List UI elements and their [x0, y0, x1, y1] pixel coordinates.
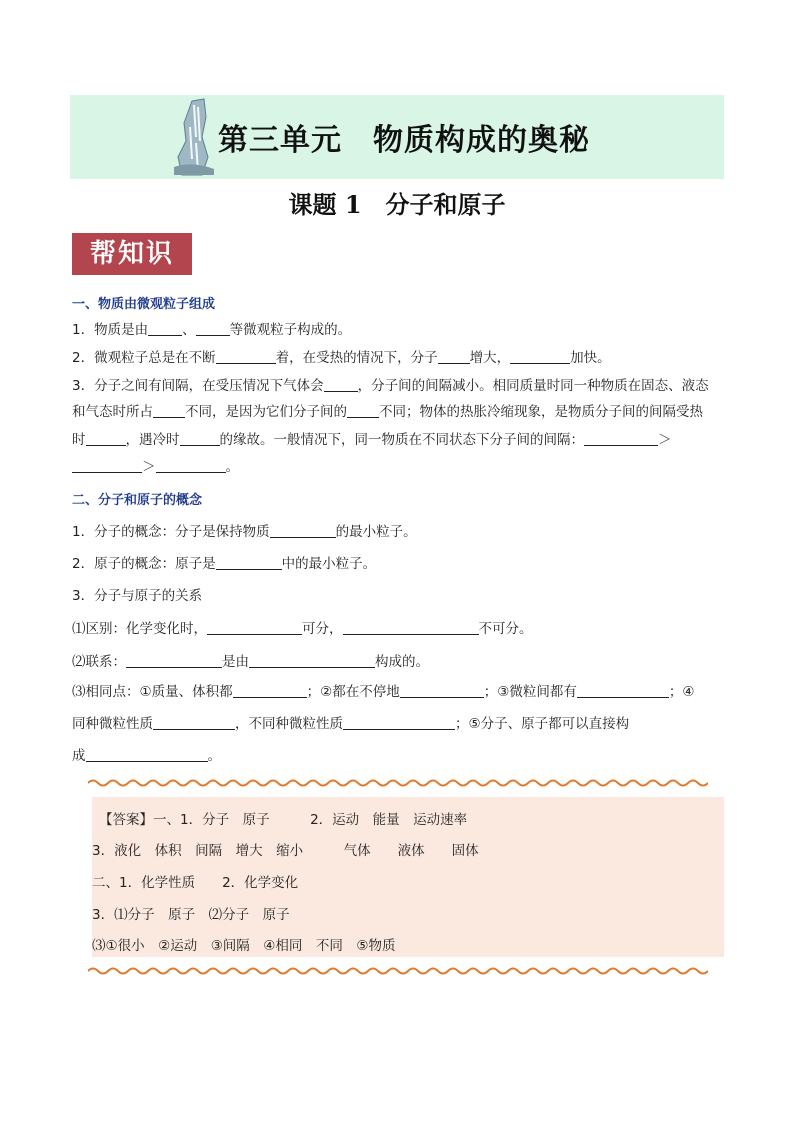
- s1-line-4: 和气态时所占 不同，是因为它们分子间的 不同；物体的热胀冷缩现象，是物质分子间的间隔受热: [72, 404, 703, 420]
- fill-blank[interactable]: [148, 323, 182, 336]
- s2-line-4: ⑴区别：化学变化时， 可分， 不可分。: [72, 621, 533, 637]
- answer-line-5: ⑶①很小 ②运动 ③间隔 ④相同 不同 ⑤物质: [92, 938, 396, 954]
- fill-blank[interactable]: [216, 557, 282, 570]
- section-1-title: 一、物质由微观粒子组成: [72, 297, 216, 312]
- s2-line-2: 2．原子的概念：原子是 中的最小粒子。: [72, 556, 377, 572]
- fill-blank[interactable]: [438, 351, 470, 364]
- fill-blank[interactable]: [343, 717, 455, 730]
- s2-line-7: 同种微粒性质 ，不同种微粒性质 ；⑤分子、原子都可以直接构: [72, 716, 630, 732]
- fill-blank[interactable]: [153, 717, 235, 730]
- fill-blank[interactable]: [126, 655, 222, 668]
- fill-blank[interactable]: [249, 655, 375, 668]
- fill-blank[interactable]: [196, 323, 230, 336]
- fill-blank[interactable]: [72, 460, 142, 473]
- fill-blank[interactable]: [86, 749, 208, 762]
- fill-blank[interactable]: [156, 460, 226, 473]
- fill-blank[interactable]: [324, 379, 358, 392]
- unit-banner: [70, 95, 724, 179]
- s1-line-2: 2．微观粒子总是在不断 着，在受热的情况下，分子 增大， 加快。: [72, 350, 611, 366]
- wave-divider-bottom: [88, 966, 708, 976]
- answer-line-2: 3．液化 体积 间隔 增大 缩小 气体 液体 固体: [92, 843, 479, 859]
- fill-blank[interactable]: [400, 685, 484, 698]
- lesson-title: 课题 1 分子和原子: [288, 190, 506, 219]
- fill-blank[interactable]: [207, 622, 302, 635]
- section-tag-label: 帮知识: [89, 239, 174, 269]
- section-2-title: 二、分子和原子的概念: [72, 493, 203, 508]
- fill-blank[interactable]: [347, 405, 379, 418]
- s1-line-1: 1．物质是由 、 等微观粒子构成的。: [72, 322, 352, 338]
- wave-divider-top: [88, 778, 708, 788]
- fill-blank[interactable]: [153, 405, 185, 418]
- s2-line-6: ⑶相同点：①质量、体积都 ；②都在不停地 ；③微粒间都有 ；④: [72, 684, 695, 700]
- fill-blank[interactable]: [216, 351, 276, 364]
- fill-blank[interactable]: [86, 433, 126, 446]
- fill-blank[interactable]: [180, 433, 220, 446]
- unit-title: 第三单元 物质构成的奥秘: [218, 123, 590, 158]
- s1-line-6: ＞ 。: [72, 455, 724, 475]
- s2-line-5: ⑵联系： 是由 构成的。: [72, 654, 429, 670]
- fill-blank[interactable]: [510, 351, 570, 364]
- answer-line-1: 【答案】一、1．分子 原子 2．运动 能量 运动速率: [99, 812, 468, 828]
- fill-blank[interactable]: [270, 525, 336, 538]
- s1-line-3: 3．分子之间有间隔，在受压情况下气体会 ，分子间的间隔减小。相同质量时同一种物质在固态、液态: [72, 378, 709, 394]
- fill-blank[interactable]: [577, 685, 669, 698]
- s1-line-5: 时 ，遇冷时 的缘故。一般情况下，同一物质在不同状态下分子间的间隔： ＞: [72, 432, 672, 448]
- answer-line-4: 3．⑴分子 原子 ⑵分子 原子: [92, 907, 290, 923]
- fill-blank[interactable]: [584, 433, 658, 446]
- answer-line-3: 二、1．化学性质 2．化学变化: [92, 875, 299, 891]
- fill-blank[interactable]: [343, 622, 479, 635]
- section-tag: [72, 233, 192, 275]
- s2-line-1: 1．分子的概念：分子是保持物质 的最小粒子。: [72, 524, 417, 540]
- s2-line-3: 3．分子与原子的关系: [72, 588, 203, 604]
- fill-blank[interactable]: [233, 685, 307, 698]
- s2-line-8: 成 。: [72, 748, 221, 764]
